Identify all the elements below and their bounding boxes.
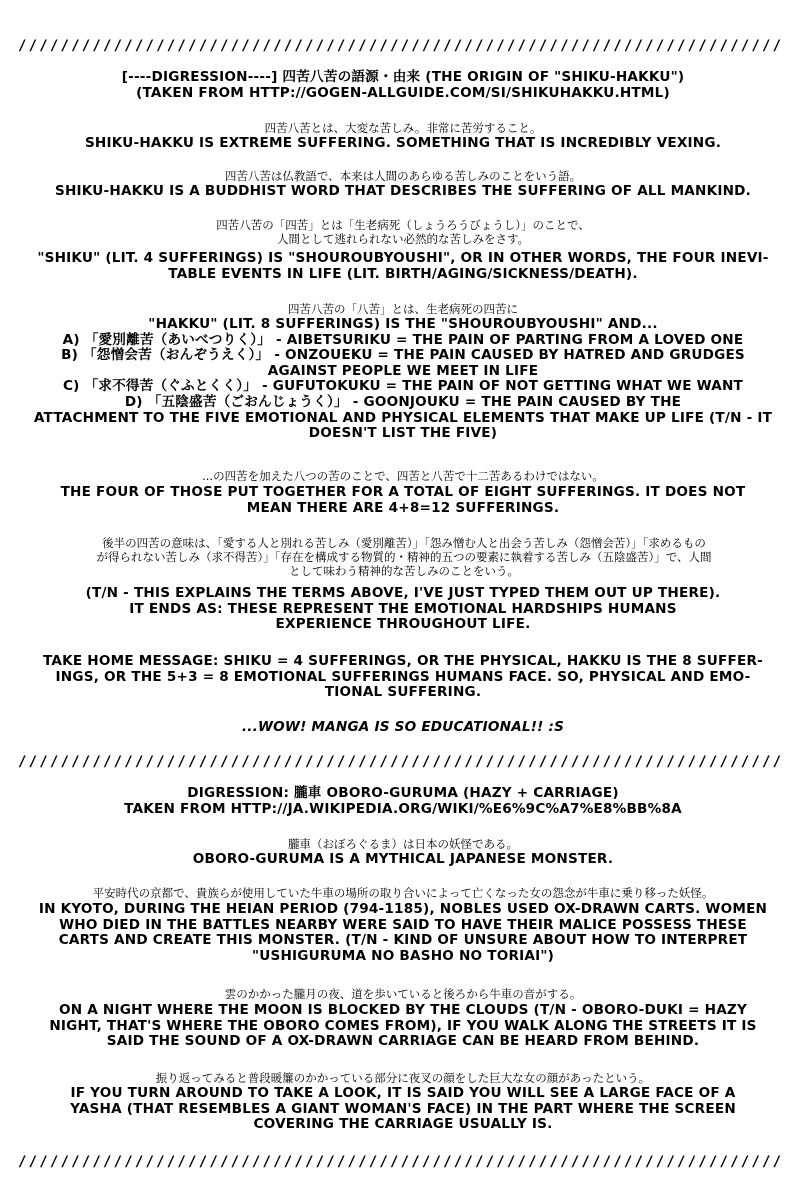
- take-home-message: [12, 654, 794, 701]
- jp-text: 朧車（おぼろぐるま）は日本の妖怪である。: [288, 837, 518, 851]
- en-line: TIONAL SUFFERING.: [324, 684, 482, 701]
- header-line: DIGRESSION: 朧車 OBORO-GURUMA (HAZY + CARRIAGE): [187, 785, 619, 801]
- jp-text-block: [14, 536, 794, 578]
- en-line: IN KYOTO, DURING THE HEIAN PERIOD (794-1185), NOBLES USED OX-DRAWN CARTS. WOMEN: [38, 901, 768, 917]
- en-line: SAID THE SOUND OF A OX-DRAWN CARRIAGE CAN BE HEARD FROM BEHIND.: [106, 1033, 700, 1050]
- en-line: COVERING THE CARRIAGE USUALLY IS.: [253, 1116, 553, 1133]
- en-text-block: [12, 251, 794, 282]
- en-text-block: [12, 902, 794, 964]
- en-line: "HAKKU" (LIT. 8 SUFFERINGS) IS THE "SHOUROUBYOUSHI" AND...: [148, 316, 658, 332]
- separator-line: ////////////////////////////////////////////////////////////////////////: [18, 1154, 784, 1170]
- en-line: INGS, OR THE 5+3 = 8 EMOTIONAL SUFFERINGS HUMANS FACE. SO, PHYSICAL AND EMO-: [55, 668, 751, 685]
- en-text-block: [12, 1086, 794, 1133]
- separator-line: ////////////////////////////////////////////////////////////////////////: [18, 38, 784, 54]
- jp-text: 四苦八苦の「八苦」とは、生老病死の四苦に: [288, 302, 518, 316]
- en-text: SHIKU-HAKKU IS A BUDDHIST WORD THAT DESCRIBES THE SUFFERING OF ALL MANKIND.: [54, 183, 752, 199]
- jp-text: ...の四苦を加えた八つの苦のことで、四苦と八苦で十二苦あるわけではない。: [202, 469, 604, 483]
- jp-line: 後半の四苦の意味は、「愛する人と別れる苦しみ（愛別離苦）」「怨み憎む人と出会う苦しみ（怨憎会苦）」「求めるもの: [102, 536, 706, 550]
- en-line: THE FOUR OF THOSE PUT TOGETHER FOR A TOTAL OF EIGHT SUFFERINGS. IT DOES NOT: [60, 484, 746, 500]
- digression-header: [12, 70, 794, 101]
- closing-remark: ...WOW! MANGA IS SO EDUCATIONAL!! :S: [241, 719, 565, 735]
- en-text-block: [12, 586, 794, 633]
- jp-text: 雲のかかった朧月の夜、道を歩いていると後ろから牛車の音がする。: [224, 987, 582, 1001]
- en-line: IT ENDS AS: THESE REPRESENT THE EMOTIONAL HARDSHIPS HUMANS: [129, 600, 677, 617]
- list-item-d: D) 「五陰盛苦（ごおんじょうく）」 - GOONJOUKU = THE PAIN CAUSED BY THE: [124, 393, 682, 410]
- list-item-c: C) 「求不得苦（ぐふとくく）」 - GUFUTOKUKU = THE PAIN OF NOT GETTING WHAT WE WANT: [62, 378, 744, 395]
- list-item-a: A) 「愛別離苦（あいべつりく）」 - AIBETSURIKU = THE PAIN OF PARTING FROM A LOVED ONE: [62, 331, 744, 348]
- en-line: "SHIKU" (LIT. 4 SUFFERINGS) IS "SHOUROUBYOUSHI", OR IN OTHER WORDS, THE FOUR INEVI-: [37, 250, 769, 266]
- en-line: TAKE HOME MESSAGE: SHIKU = 4 SUFFERINGS, OR THE PHYSICAL, HAKKU IS THE 8 SUFFER-: [43, 653, 763, 669]
- en-line: CARTS AND CREATE THIS MONSTER. (T/N - KIND OF UNSURE ABOUT HOW TO INTERPRET: [58, 932, 748, 949]
- en-line: ON A NIGHT WHERE THE MOON IS BLOCKED BY THE CLOUDS (T/N - OBORO-DUKI = HAZY: [58, 1002, 748, 1018]
- jp-text: 四苦八苦は仏教語で、本来は人間のあらゆる苦しみのことをいう語。: [224, 169, 582, 183]
- header-line: [----DIGRESSION----] 四苦八苦の語源・由来 (THE ORIGIN OF "SHIKU-HAKKU"): [121, 69, 685, 85]
- jp-text: 平安時代の京都で、貴族らが使用していた牛車の場所の取り合いによって亡くなった女の怨念が牛車に乗り移った妖怪。: [92, 886, 714, 900]
- list-item-d-cont: DOESN'T LIST THE FIVE): [308, 425, 498, 442]
- source-url: TAKEN FROM HTTP://JA.WIKIPEDIA.ORG/WIKI/%E6%9C%A7%E8%BB%8A: [124, 800, 682, 817]
- jp-line: 人間として逃れられない必然的な苦しみをさす。: [276, 232, 530, 246]
- en-line: TABLE EVENTS IN LIFE (LIT. BIRTH/AGING/SICKNESS/DEATH).: [168, 265, 638, 282]
- suffering-list: [12, 317, 794, 442]
- en-line: "USHIGURUMA NO BASHO NO TORIAI"): [251, 947, 555, 964]
- en-line: EXPERIENCE THROUGHOUT LIFE.: [275, 616, 531, 633]
- en-line: WHO DIED IN THE BATTLES NEARBY WERE SAID TO HAVE THEIR MALICE POSSESS THESE: [59, 916, 747, 933]
- digression-header: [12, 786, 794, 817]
- jp-line: が得られない苦しみ（求不得苦）」「存在を構成する物質的・精神的五つの要素に執着する苦しみ（五陰盛苦）」で、人間: [96, 550, 712, 564]
- en-line: YASHA (THAT RESEMBLES A GIANT WOMAN'S FACE) IN THE PART WHERE THE SCREEN: [70, 1100, 736, 1117]
- en-line: NIGHT, THAT'S WHERE THE OBORO COMES FROM), IF YOU WALK ALONG THE STREETS IT IS: [49, 1017, 757, 1034]
- en-text: SHIKU-HAKKU IS EXTREME SUFFERING. SOMETHING THAT IS INCREDIBLY VEXING.: [84, 135, 722, 151]
- source-url: (TAKEN FROM HTTP://GOGEN-ALLGUIDE.COM/SI/SHIKUHAKKU.HTML): [136, 84, 670, 101]
- en-line: MEAN THERE ARE 4+8=12 SUFFERINGS.: [246, 499, 560, 516]
- list-item-b: B) 「怨憎会苦（おんぞうえく）」 - ONZOUEKU = THE PAIN CAUSED BY HATRED AND GRUDGES: [61, 347, 745, 364]
- en-text: OBORO-GURUMA IS A MYTHICAL JAPANESE MONSTER.: [192, 851, 614, 867]
- jp-text: 振り返ってみると普段暖簾のかかっている部分に夜叉の顔をした巨大な女の顔があったという。: [155, 1071, 651, 1085]
- jp-line: 四苦八苦の「四苦」とは「生老病死（しょうろうびょうし）」のことで、: [216, 218, 590, 232]
- list-item-b-cont: AGAINST PEOPLE WE MEET IN LIFE: [267, 362, 539, 379]
- jp-text: 四苦八苦とは、大変な苦しみ。非常に苦労すること。: [264, 121, 542, 135]
- en-line: (T/N - THIS EXPLAINS THE TERMS ABOVE, I'VE JUST TYPED THEM OUT UP THERE).: [85, 585, 721, 601]
- separator-line: ////////////////////////////////////////////////////////////////////////: [18, 754, 784, 770]
- en-line: IF YOU TURN AROUND TO TAKE A LOOK, IT IS SAID YOU WILL SEE A LARGE FACE OF A: [70, 1085, 736, 1101]
- list-item-d-cont: ATTACHMENT TO THE FIVE EMOTIONAL AND PHYSICAL ELEMENTS THAT MAKE UP LIFE (T/N - IT: [33, 409, 773, 426]
- jp-line: として味わう精神的な苦しみのことをいう。: [289, 564, 519, 578]
- en-text-block: [12, 485, 794, 516]
- en-text-block: [12, 1003, 794, 1050]
- jp-text-block: [12, 218, 794, 246]
